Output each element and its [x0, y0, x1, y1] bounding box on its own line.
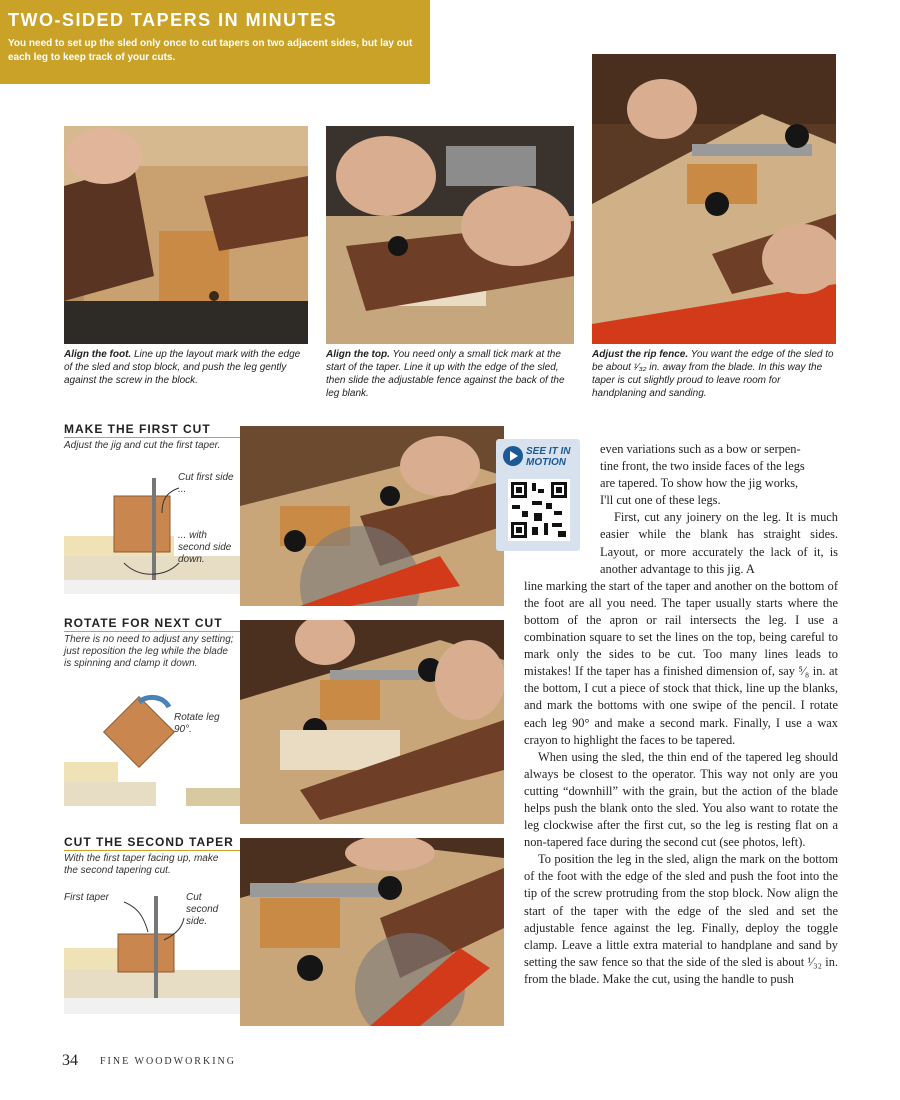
step-desc: There is no need to adjust any setting; just reposition the leg while the blade is spinning and clamp it down. [64, 634, 234, 669]
caption-align-top [326, 348, 574, 400]
step-title-rotate: ROTATE FOR NEXT CUT [64, 616, 223, 630]
body-line: even variations such as a bow or serpen- [600, 442, 801, 456]
motion-line2: MOTION [526, 457, 566, 468]
step-rule [64, 437, 240, 438]
diagram-rotate [64, 692, 240, 814]
section-subtitle: You need to set up the sled only once to cut tapers on two adjacent sides, but lay out each leg to keep track of your cuts. [8, 38, 413, 63]
caption-adjust-rip-fence [592, 348, 836, 400]
photo-adjust-rip-fence [592, 54, 836, 344]
body-line: are tapered. To show how the jig works, [600, 476, 799, 491]
body-paragraph: First, cut any joinery on the leg. It is much easier while the blank has straight sides. Layout, or more accurately the lack of it, is another advantage to this jig. A [600, 510, 838, 576]
body-paragraph: When using the sled, the thin end of the tapered leg should always be closest to the operator. This way not only are you cutting “downhill” with the grain, but the action of the blade helps push the blank onto the sled. You also want to rotate the leg clockwise after the first cut, so the leg is resting flat on a non-tapered face during the second cut (see photos, left). [524, 749, 838, 850]
body-text [524, 441, 838, 988]
photo-align-foot [64, 126, 308, 344]
photo-align-top [326, 126, 574, 344]
caption-bold: Align the top. [326, 349, 390, 360]
step-rule [64, 631, 240, 632]
diagram-label-cut-second-side: Cut second side. [186, 892, 219, 927]
section-title: TWO-SIDED TAPERS IN MINUTES [8, 10, 338, 30]
step-desc: Adjust the jig and cut the first taper. [64, 440, 221, 451]
caption-text: Line up the layout mark with the edge of the sled and stop block, and push the leg gently against the screw in the block. [64, 349, 301, 386]
magazine-name: FINE WOODWORKING [100, 1056, 236, 1067]
photo-rotate [240, 620, 504, 824]
caption-bold: Adjust the rip fence. [592, 349, 689, 360]
body-paragraph: To position the leg in the sled, align the mark on the bottom of the foot with the edge of the sled and push the foot into the tip of the screw protruding from the stop block. Now align the start of the taper with the edge of the sled and set the adjustable fence against the leg. Finally, deploy the toggle clamp. Leave a little extra material to handplane and sand by setting the saw fence so that the side of the sled is about ¹⁄₃₂ in. from the blade. Make the cut, using the handle to push [524, 852, 838, 986]
body-line: I'll cut one of these legs. [600, 493, 721, 508]
step-desc: With the first taper facing up, make the second tapering cut. [64, 853, 219, 876]
body-paragraph: line marking the start of the taper and another on the bottom of the foot are all you need. The taper usually starts where the bottom of the apron or rail intersects the leg. I use a combination square to set the lines on the top, being careful to mark only the sides to be cut. Too many lines leads to mistakes! If the taper has a finished dimension of, say ⁵⁄₈ in. at the bottom, I cut a piece of stock that thick, line up the blanks, and mark the bottoms with one swipe of the pencil. I rotate each leg 90° and make a second mark. Finally, I use a wax crayon to highlight the faces to be tapered. [524, 578, 838, 747]
caption-text: You want the edge of the sled to be about ¹⁄₃₂ in. away from the blade. In this way the taper is cut slightly proud to leave room for handplaning and sanding. [592, 349, 834, 399]
play-icon [502, 445, 524, 467]
caption-text: You need only a small tick mark at the start of the taper. Line it up with the edge of the sled, then slide the adjustable fence against the back of the leg blank. [326, 349, 565, 399]
page-number: 34 [62, 1052, 78, 1069]
diagram-label-second-side-down: ... with second side down. [178, 530, 232, 565]
section-header [0, 0, 430, 84]
diagram-label-cut-first-side: Cut first side ... [178, 472, 234, 495]
step-rule [64, 850, 240, 851]
photo-first-cut [240, 426, 504, 606]
diagram-label-first-taper: First taper [64, 892, 110, 903]
photo-second-taper [240, 838, 504, 1026]
caption-align-foot [64, 348, 308, 387]
body-line: tine front, the two inside faces of the legs [600, 459, 805, 474]
diagram-label-rotate-leg: Rotate leg 90°. [174, 712, 220, 735]
motion-line1: SEE IT IN [526, 446, 571, 457]
body-indented-block [524, 441, 838, 578]
caption-bold: Align the foot. [64, 349, 132, 360]
step-title-second-taper: CUT THE SECOND TAPER [64, 835, 234, 849]
step-title-first-cut: MAKE THE FIRST CUT [64, 422, 211, 436]
